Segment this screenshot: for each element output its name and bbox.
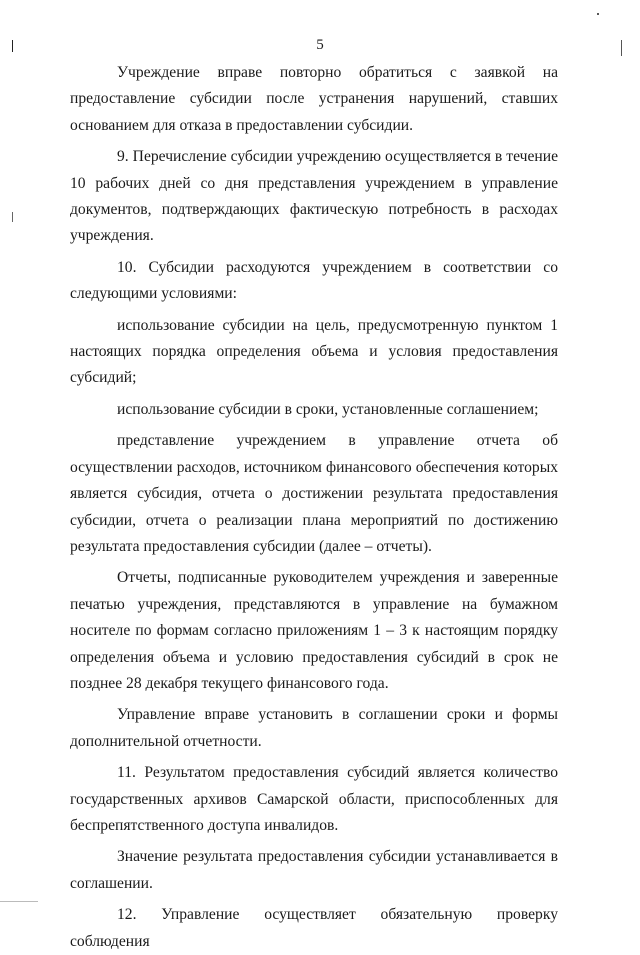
paragraph-item-12: 12. Управление осуществляет обязательную проверку соблюдения (70, 906, 558, 950)
scan-artifact-left-lower (12, 212, 13, 222)
paragraph-reports-submission: Отчеты, подписанные руководителем учреждения и заверенные печатью учреждения, представляются в управление на бумажном носителе по формам согласно приложениям 1 – 3 к настоящим порядку определения объема и условию предоставления субсидий в срок не позднее 28 декабря текущего финансового года. (70, 569, 558, 692)
scan-artifact-bottom (0, 901, 38, 902)
paragraph-additional-reporting: Управление вправе установить в соглашении сроки и формы дополнительной отчетности. (70, 706, 558, 750)
paragraph-result-value: Значение результата предоставления субсидии устанавливается в соглашении. (70, 848, 558, 892)
paragraph-item-9: 9. Перечисление субсидии учреждению осуществляется в течение 10 рабочих дней со дня представления учреждением в управление документов, подтверждающих фактическую потребность в расходах учреждения. (70, 148, 558, 245)
scan-artifact-dot (597, 13, 599, 15)
paragraph-condition-reports: представление учреждением в управление отчета об осуществлении расходов, источником финансового обеспечения которых является субсидия, отчета о достижении результата предоставления субсидии, отчета о реализации плана мероприятий по достижению результата предоставления субсидии (далее – отчеты). (70, 432, 558, 555)
document-body (70, 60, 558, 955)
paragraph-condition-terms: использование субсидии в сроки, установленные соглашением; (117, 400, 539, 418)
paragraph-item-10: 10. Субсидии расходуются учреждением в соответствии со следующими условиями: (70, 258, 558, 303)
paragraph-reapply: Учреждение вправе повторно обратиться с заявкой на предоставление субсидии после устранения нарушений, ставших основанием для отказа в предоставлении субсидии. (70, 64, 558, 134)
paragraph-item-11: 11. Результатом предоставления субсидий является количество государственных архивов Самарской области, приспособленных для беспрепятственного доступа инвалидов. (70, 764, 558, 834)
page-number: 5 (316, 37, 324, 53)
paragraph-condition-purpose: использование субсидии на цель, предусмотренную пунктом 1 настоящих порядка определения объема и условия предоставления субсидий; (70, 316, 558, 387)
